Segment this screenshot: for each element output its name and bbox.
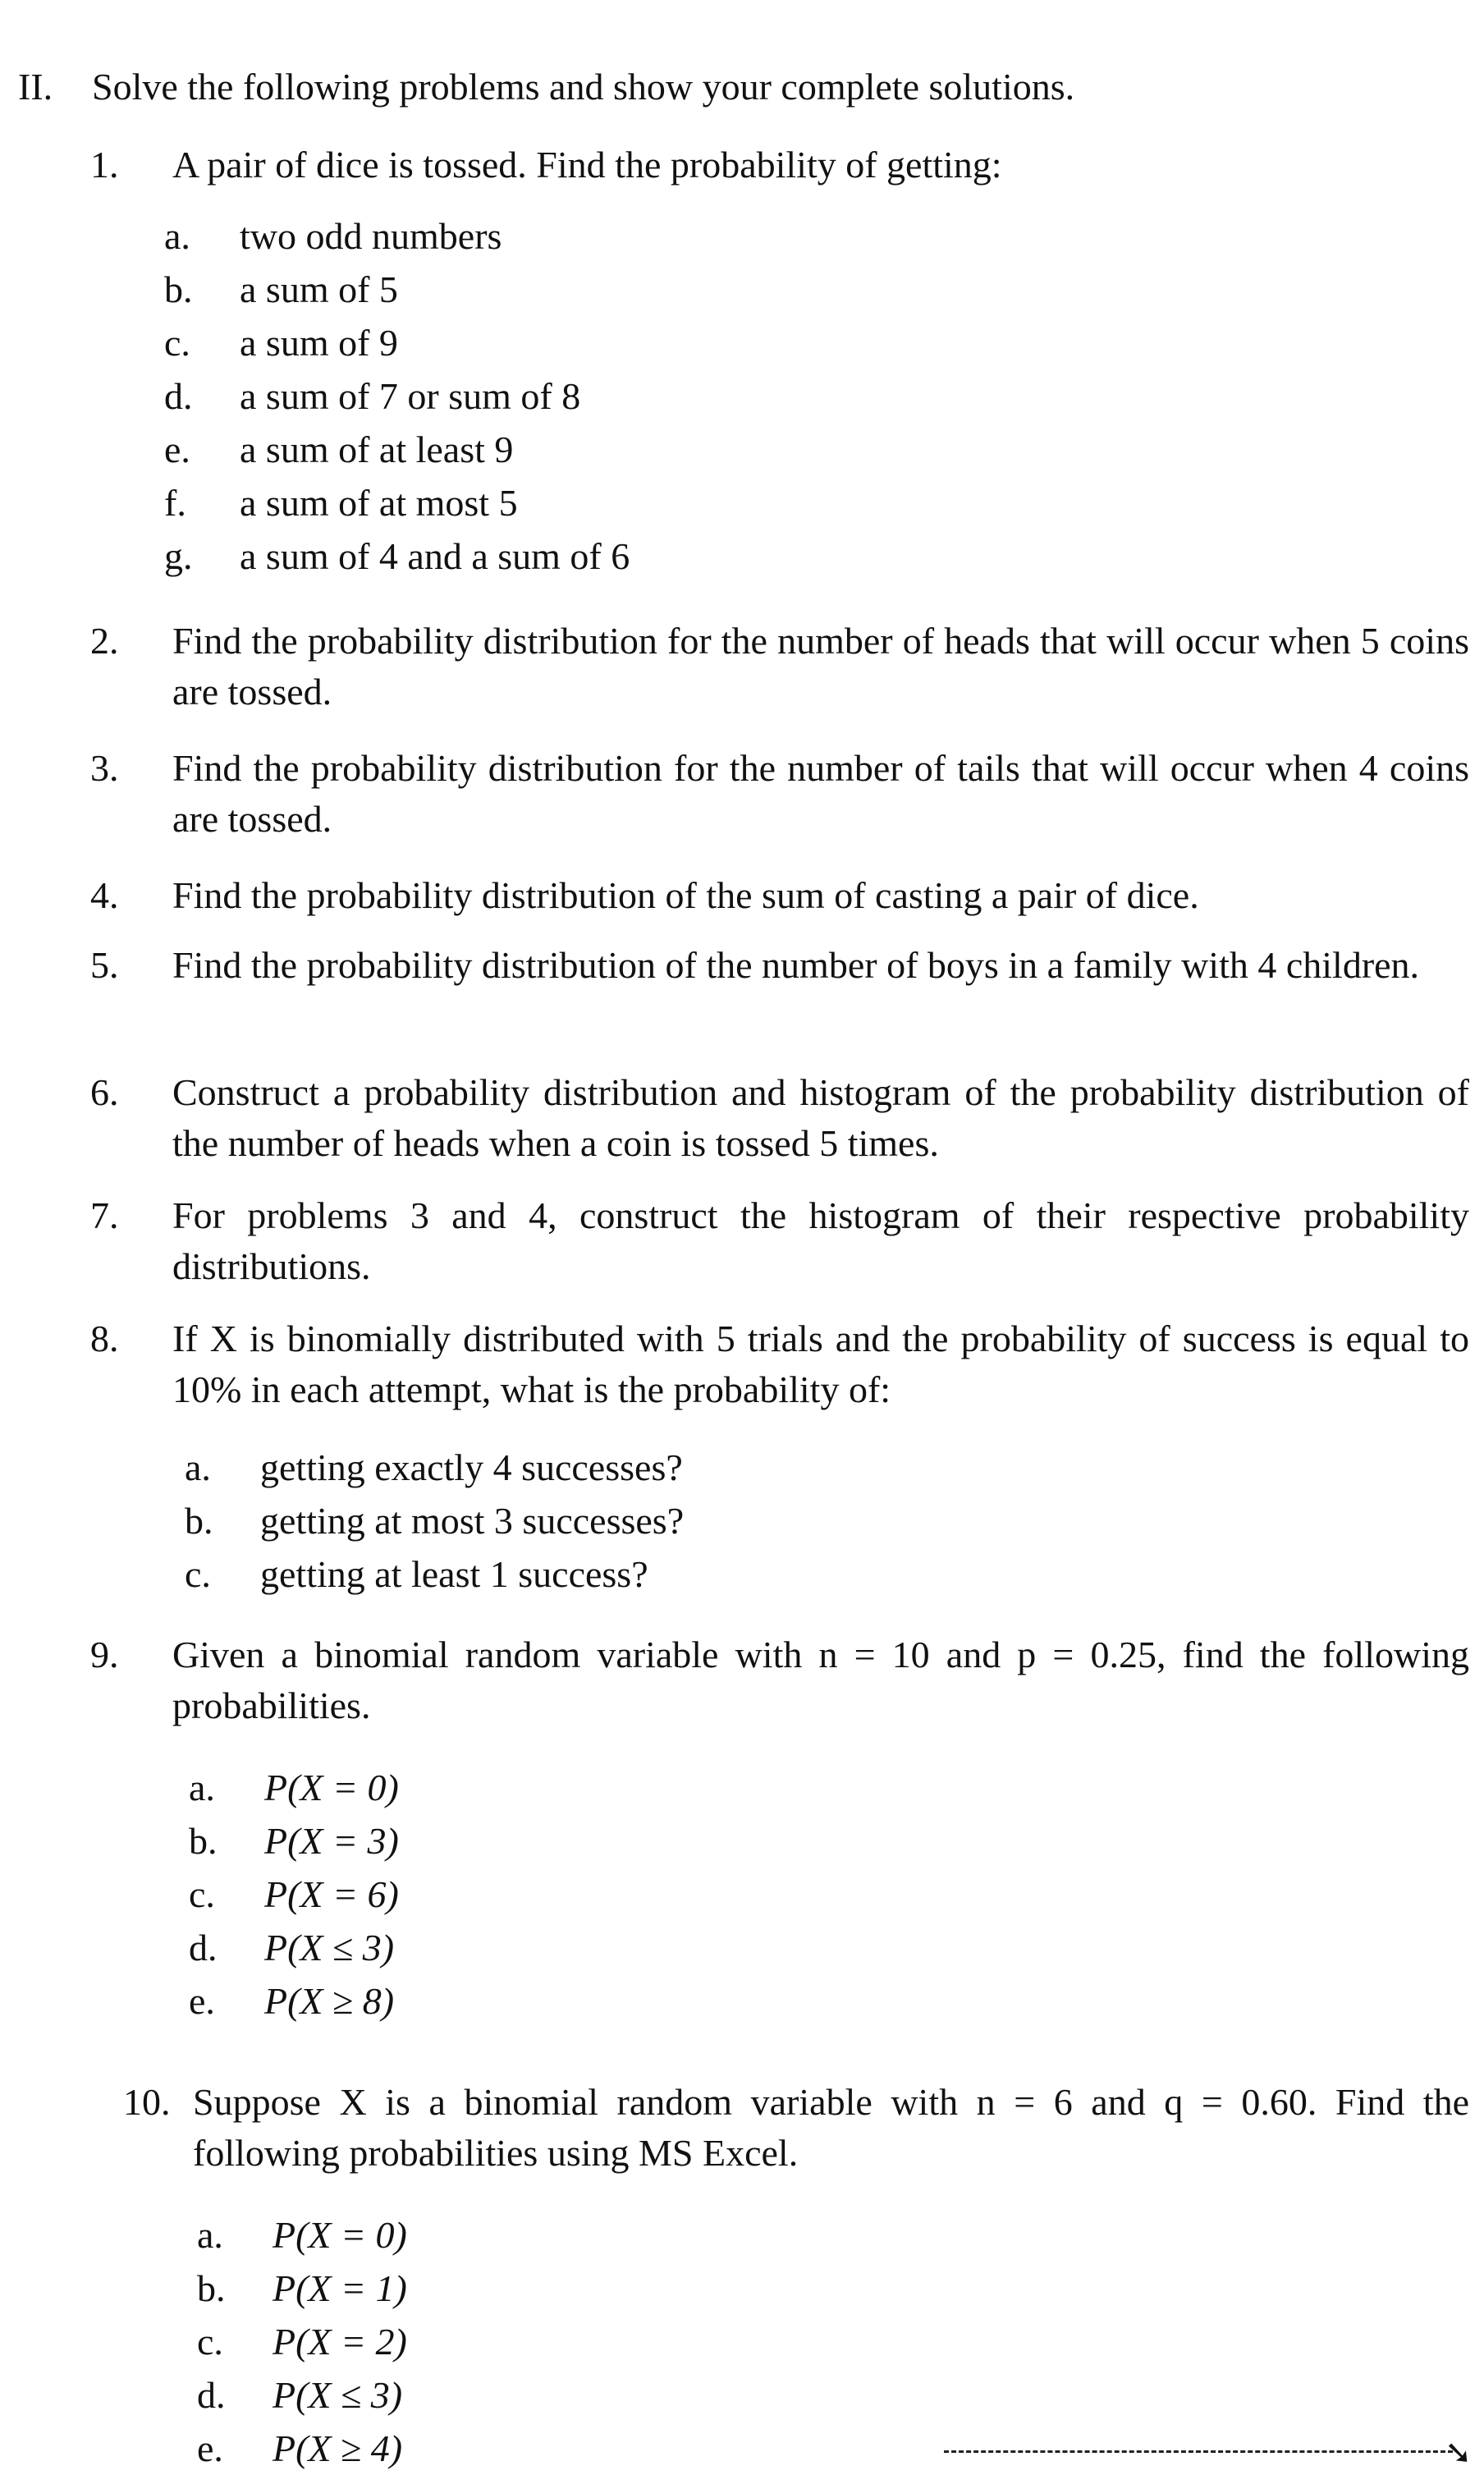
sub-item: [189, 1814, 399, 1868]
sub-item: [189, 1921, 399, 1974]
sub-item-text: a sum of at least 9: [240, 429, 514, 470]
sub-item-text: P(X = 0): [273, 2214, 407, 2256]
problem-1: [90, 140, 1469, 190]
problem-text: For problems 3 and 4, construct the histogram of their respective probability distributions.: [172, 1194, 1469, 1287]
problem-text: Find the probability distribution for the number of tails that will occur when 4 coins are tossed.: [172, 747, 1469, 840]
sub-item-text: getting exactly 4 successes?: [260, 1446, 683, 1488]
sub-item: [197, 2422, 407, 2475]
sub-item: [164, 529, 630, 583]
sub-item-letter: e.: [189, 1980, 215, 2022]
sub-item-text: P(X ≥ 4): [273, 2427, 403, 2469]
section-heading: [18, 64, 1074, 110]
problem-number: 6.: [90, 1071, 119, 1113]
sub-item: [164, 263, 630, 316]
sub-item-letter: b.: [197, 2267, 226, 2309]
sub-item-letter: c.: [189, 1873, 215, 1915]
sub-item-text: a sum of 9: [240, 322, 398, 364]
sub-item-text: P(X = 6): [264, 1873, 399, 1915]
sub-item-letter: b.: [189, 1820, 218, 1862]
problem-number: 3.: [90, 747, 119, 789]
sub-item-letter: g.: [164, 535, 193, 577]
problem-9-items: [189, 1761, 399, 2028]
sub-item-letter: d.: [189, 1927, 218, 1969]
section-instructions: Solve the following problems and show your complete solutions.: [92, 66, 1075, 108]
sub-item-text: a sum of 7 or sum of 8: [240, 375, 581, 417]
sub-item: [164, 316, 630, 369]
problem-number: 7.: [90, 1194, 119, 1236]
sub-item: [185, 1494, 684, 1547]
problem-number: 10.: [123, 2081, 171, 2123]
sub-item: [185, 1441, 684, 1494]
sub-item-text: P(X ≤ 3): [273, 2374, 403, 2416]
sub-item-text: P(X ≥ 8): [264, 1980, 395, 2022]
problem-text: If X is binomially distributed with 5 trials and the probability of success is equal to 10% in each attempt, what is the probability of:: [172, 1318, 1469, 1410]
problem-number: 5.: [90, 944, 119, 986]
sub-item-letter: e.: [164, 429, 190, 470]
sub-item: [164, 476, 630, 529]
sub-item: [164, 209, 630, 263]
sub-item-letter: d.: [197, 2374, 226, 2416]
sub-item: [189, 1868, 399, 1921]
problem-text: Find the probability distribution for the number of heads that will occur when 5 coins are tossed.: [172, 620, 1469, 713]
problem-number: 2.: [90, 620, 119, 662]
problem-9: [90, 1629, 1469, 1731]
sub-item-text: a sum of at most 5: [240, 482, 518, 524]
sub-item: [197, 2208, 407, 2262]
problem-text: Find the probability distribution of the number of boys in a family with 4 children.: [172, 944, 1420, 986]
sub-item-text: P(X = 1): [273, 2267, 407, 2309]
sub-item: [197, 2315, 407, 2368]
sub-item: [185, 1547, 684, 1601]
problem-2: [90, 616, 1469, 717]
problem-1-items: [164, 209, 630, 583]
problem-7: [90, 1190, 1469, 1292]
problem-8: [90, 1313, 1469, 1415]
sub-item: [189, 1974, 399, 2028]
problem-10-items: [197, 2208, 407, 2475]
sub-item-text: getting at most 3 successes?: [260, 1500, 685, 1542]
sub-item-text: a sum of 4 and a sum of 6: [240, 535, 630, 577]
sub-item-letter: a.: [189, 1767, 215, 1808]
problem-number: 1.: [90, 144, 119, 186]
sub-item-letter: e.: [197, 2427, 223, 2469]
sub-item: [197, 2262, 407, 2315]
problem-number: 4.: [90, 874, 119, 916]
problem-number: 8.: [90, 1318, 119, 1359]
sub-item-letter: a.: [164, 215, 190, 257]
sub-item-letter: a.: [197, 2214, 223, 2256]
problem-number: 9.: [90, 1634, 119, 1675]
sub-item: [164, 423, 630, 476]
problem-4: [90, 870, 1469, 921]
problem-10: [90, 2077, 1469, 2179]
sub-item-letter: b.: [164, 268, 193, 310]
sub-item-text: P(X = 0): [264, 1767, 399, 1808]
problem-text: Given a binomial random variable with n = 10 and p = 0.25, find the following probabilities.: [172, 1634, 1469, 1726]
problem-6: [90, 1067, 1469, 1169]
sub-item-letter: f.: [164, 482, 186, 524]
problem-text: Construct a probability distribution and histogram of the probability distribution of the number of heads when a coin is tossed 5 times.: [172, 1071, 1469, 1164]
sub-item-text: getting at least 1 success?: [260, 1553, 648, 1595]
sub-item-letter: b.: [185, 1500, 213, 1542]
sub-item-text: two odd numbers: [240, 215, 502, 257]
sub-item-letter: c.: [164, 322, 190, 364]
problem-text: Find the probability distribution of the sum of casting a pair of dice.: [172, 874, 1199, 916]
sub-item-text: P(X = 3): [264, 1820, 399, 1862]
sub-item-text: a sum of 5: [240, 268, 398, 310]
arrow-icon: ➘: [1445, 2434, 1473, 2472]
sub-item-letter: a.: [185, 1446, 211, 1488]
sub-item: [189, 1761, 399, 1814]
problem-3: [90, 743, 1469, 845]
problem-text: A pair of dice is tossed. Find the probability of getting:: [172, 144, 1002, 186]
sub-item-letter: c.: [197, 2321, 223, 2363]
sub-item-text: P(X = 2): [273, 2321, 407, 2363]
sub-item-text: P(X ≤ 3): [264, 1927, 395, 1969]
sub-item: [197, 2368, 407, 2422]
sub-item-letter: d.: [164, 375, 193, 417]
section-number: II.: [18, 66, 53, 108]
sub-item-letter: c.: [185, 1553, 211, 1595]
problem-5: [90, 940, 1469, 991]
sub-item: [164, 369, 630, 423]
problem-8-items: [185, 1441, 684, 1601]
problem-text: Suppose X is a binomial random variable with n = 6 and q = 0.60. Find the following probabilities using MS Excel.: [193, 2081, 1469, 2174]
dashed-divider: [944, 2450, 1453, 2453]
